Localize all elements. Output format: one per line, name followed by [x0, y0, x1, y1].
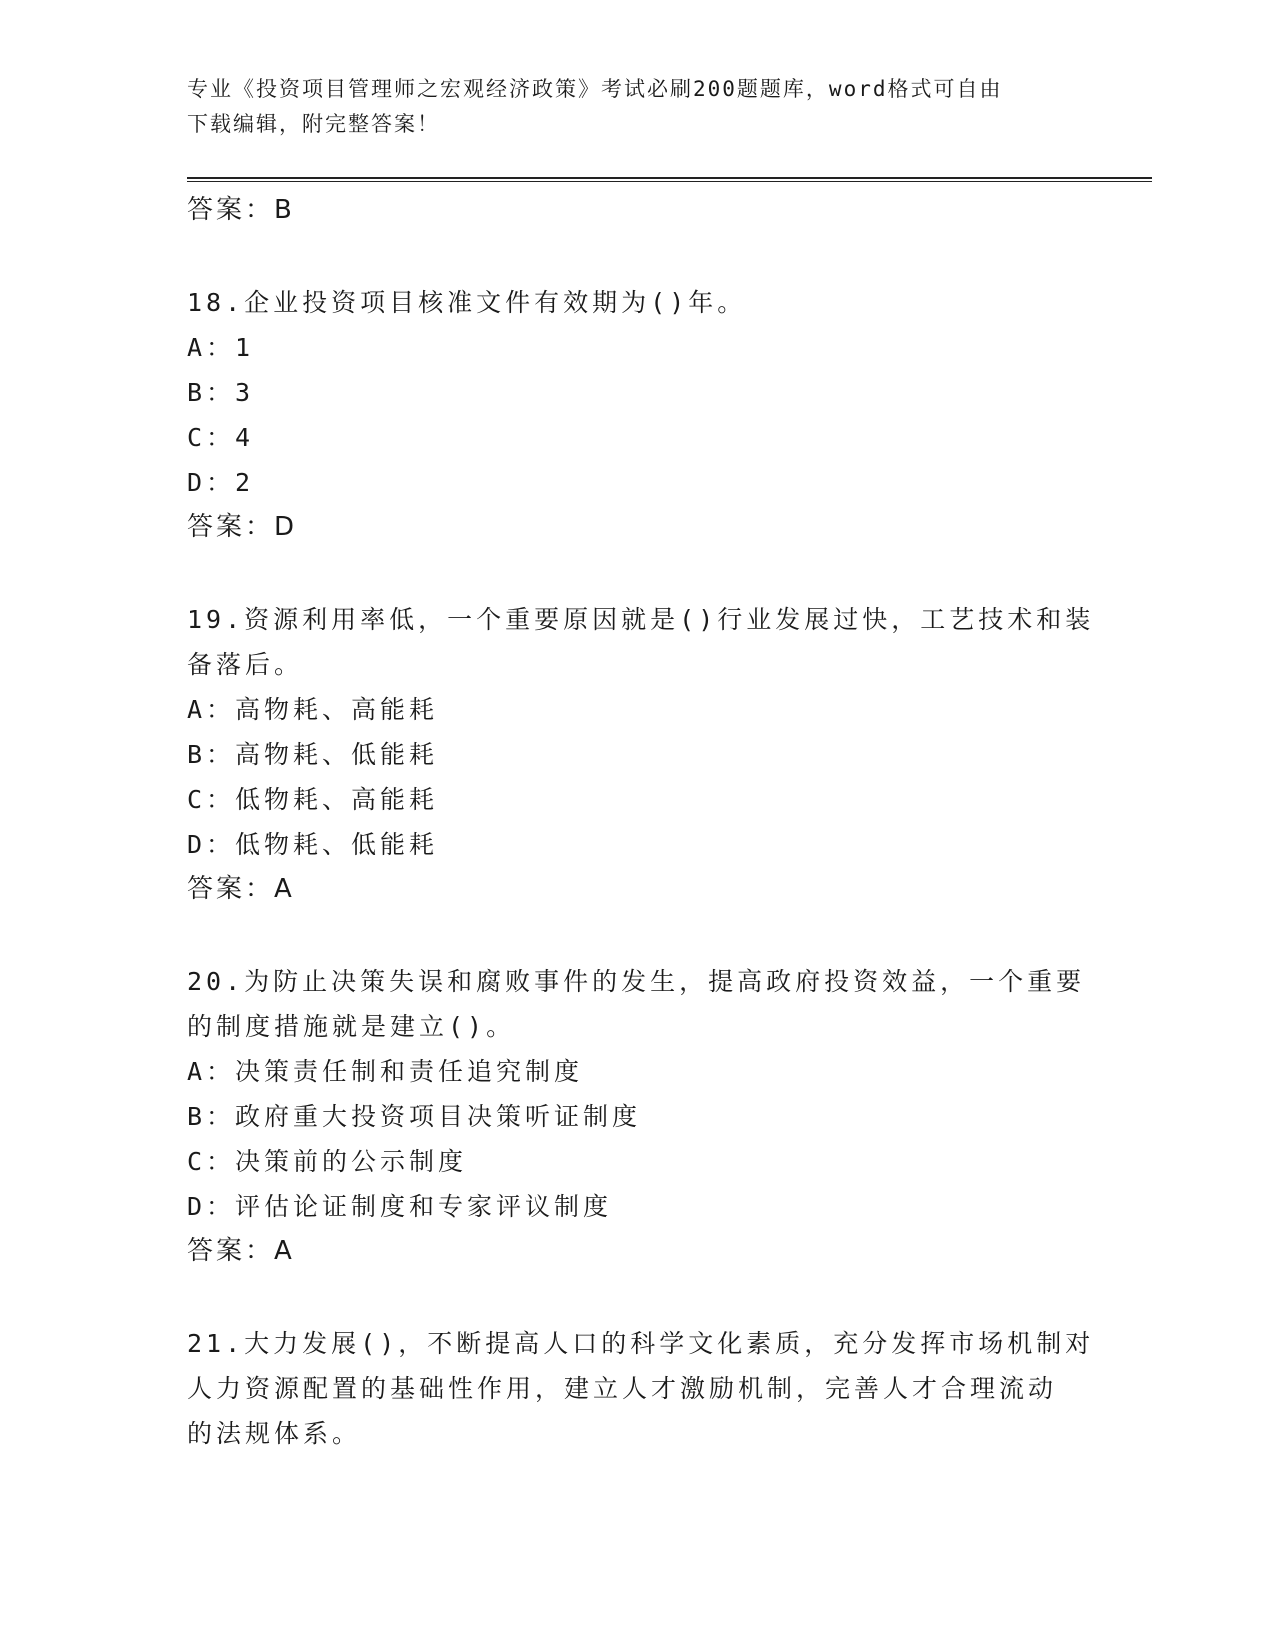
spacer — [187, 233, 1087, 280]
header-divider-thin — [187, 181, 1152, 182]
option-b: B：政府重大投资项目决策听证制度 — [187, 1102, 642, 1131]
question-text-cont: 备落后。 — [187, 650, 304, 679]
header-line-2: 下载编辑，附完整答案！ — [187, 112, 440, 136]
option-a: A：1 — [187, 333, 255, 362]
question-text: 18.企业投资项目核准文件有效期为()年。 — [187, 288, 747, 317]
answer-line: 答案：A — [187, 1236, 295, 1266]
answer-line: 答案：A — [187, 874, 295, 904]
option-b: B：高物耗、低能耗 — [187, 740, 439, 769]
question-text-cont: 的制度措施就是建立()。 — [187, 1012, 516, 1041]
document-body — [187, 188, 1095, 1456]
answer-line: 答案：B — [187, 195, 295, 225]
question-19 — [187, 597, 1095, 912]
spacer — [187, 550, 1087, 597]
option-d: D：2 — [187, 468, 255, 497]
question-text: 21.大力发展()，不断提高人口的科学文化素质，充分发挥市场机制对 — [187, 1329, 1095, 1358]
option-c: C：4 — [187, 423, 255, 452]
option-d: D：低物耗、低能耗 — [187, 830, 439, 859]
question-21 — [187, 1321, 1095, 1456]
option-d: D：评估论证制度和专家评议制度 — [187, 1192, 613, 1221]
option-c: C：低物耗、高能耗 — [187, 785, 439, 814]
header-line-1: 专业《投资项目管理师之宏观经济政策》考试必刷200题题库，word格式可自由 — [187, 77, 1003, 101]
question-text: 20.为防止决策失误和腐败事件的发生，提高政府投资效益，一个重要 — [187, 967, 1086, 996]
option-b: B：3 — [187, 378, 255, 407]
option-a: A：高物耗、高能耗 — [187, 695, 439, 724]
answer-line: 答案：D — [187, 512, 298, 542]
document-header — [187, 72, 1087, 142]
option-c: C：决策前的公示制度 — [187, 1147, 468, 1176]
question-text-cont: 人力资源配置的基础性作用，建立人才激励机制，完善人才合理流动 — [187, 1374, 1058, 1403]
spacer — [187, 912, 1087, 959]
header-divider — [187, 177, 1152, 179]
question-18 — [187, 280, 1087, 550]
question-text-cont: 的法规体系。 — [187, 1419, 362, 1448]
question-text: 19.资源利用率低，一个重要原因就是()行业发展过快，工艺技术和装 — [187, 605, 1095, 634]
spacer — [187, 1274, 1087, 1321]
option-a: A：决策责任制和责任追究制度 — [187, 1057, 584, 1086]
question-20 — [187, 959, 1087, 1274]
